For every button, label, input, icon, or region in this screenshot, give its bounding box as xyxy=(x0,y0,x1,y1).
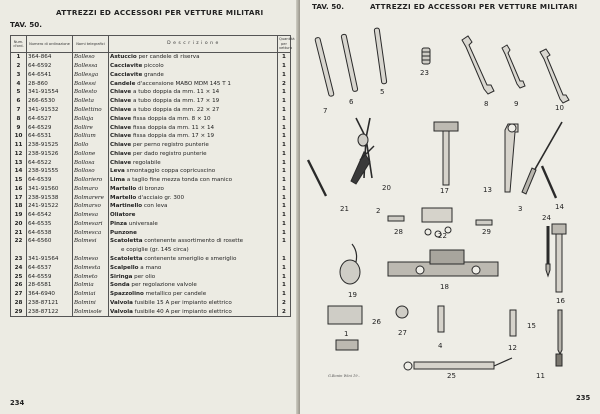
row-quantity: 1 xyxy=(278,88,291,97)
item-detail: per dado registro punterie xyxy=(131,150,207,157)
figure-label: 8 xyxy=(484,100,489,108)
row-quantity: 2 xyxy=(278,307,291,316)
item-name: Scatoletta xyxy=(110,238,143,245)
figure-label: 4 xyxy=(438,342,443,350)
row-order-code: 64-6539 xyxy=(27,176,73,185)
row-number: 9 xyxy=(11,123,27,132)
row-quantity: 1 xyxy=(278,255,291,264)
row-number: 12 xyxy=(11,149,27,158)
row-number: 10 xyxy=(11,132,27,141)
item-name: Valvola xyxy=(110,299,133,306)
row-telegraphic-name xyxy=(73,246,109,255)
figure-label: 1 xyxy=(344,330,349,338)
col-header-desc: D e s c r i z i o n e xyxy=(109,36,278,53)
bronze-hammer-illustration xyxy=(552,224,566,292)
page-header: ATTREZZI ED ACCESSORI PER VETTURE MILITARI xyxy=(370,2,578,11)
row-quantity: 1 xyxy=(278,176,291,185)
row-description xyxy=(109,272,278,281)
item-name: Scatoletta xyxy=(110,255,143,262)
item-detail: fissa doppia da mm. 11 × 14 xyxy=(131,124,215,131)
figure-label: 15 xyxy=(527,322,536,330)
item-name: Chiave xyxy=(110,89,132,96)
row-order-code: 238-87121 xyxy=(27,298,73,307)
row-number: 16 xyxy=(11,184,27,193)
row-telegraphic-name: Bolmiai xyxy=(73,290,109,299)
figure-label: 6 xyxy=(349,98,354,106)
item-detail: regolabile xyxy=(131,159,161,166)
row-telegraphic-name: Bollosa xyxy=(73,158,109,167)
row-description xyxy=(109,193,278,202)
table-row xyxy=(11,79,291,88)
artist-signature: G.Bonin Wini 19.. xyxy=(328,374,360,378)
row-number: 4 xyxy=(11,79,27,88)
item-detail: a taglio fine mezza tonda con manico xyxy=(125,177,233,184)
page-number: 235 xyxy=(576,394,591,402)
row-description xyxy=(109,106,278,115)
row-order-code: 64-6541 xyxy=(27,71,73,80)
row-number: 13 xyxy=(11,158,27,167)
row-order-code: 64-6537 xyxy=(27,263,73,272)
figure-label: 12 xyxy=(508,344,517,352)
table-row xyxy=(11,71,291,80)
row-quantity: 1 xyxy=(278,263,291,272)
figure-label: 11 xyxy=(536,372,545,380)
row-telegraphic-name: Bollone xyxy=(73,149,109,158)
col-header-code: Numero di ordinazione xyxy=(27,36,73,53)
figure-label: 19 xyxy=(348,291,357,299)
jack-illustration xyxy=(388,250,498,276)
row-description xyxy=(109,123,278,132)
figure-label: 13 xyxy=(483,186,492,194)
item-detail: di bronzo xyxy=(136,185,164,192)
item-detail: contenente smeriglio e smeriglio xyxy=(142,255,237,262)
table-row xyxy=(11,237,291,246)
row-telegraphic-name: Bolmarso xyxy=(73,202,109,211)
item-detail: fissa doppia da mm. 8 × 10 xyxy=(131,115,211,122)
socket-wrench-illustration xyxy=(315,28,387,97)
row-quantity: 1 xyxy=(278,149,291,158)
row-quantity: 2 xyxy=(278,298,291,307)
row-order-code: 64-6542 xyxy=(27,211,73,220)
row-number: 23 xyxy=(11,255,27,264)
row-telegraphic-name: Bolmia xyxy=(73,281,109,290)
row-quantity: 1 xyxy=(278,281,291,290)
row-telegraphic-name: Bollessa xyxy=(73,62,109,71)
row-quantity: 1 xyxy=(278,53,291,62)
row-quantity: 1 xyxy=(278,211,291,220)
item-detail: a tubo doppia da mm. 11 × 14 xyxy=(131,89,220,96)
row-order-code: 64-6527 xyxy=(27,114,73,123)
row-telegraphic-name: Bolmesta xyxy=(73,263,109,272)
table-row xyxy=(11,255,291,264)
row-description xyxy=(109,255,278,264)
row-order-code: 341-91564 xyxy=(27,255,73,264)
row-telegraphic-name: Bollesga xyxy=(73,71,109,80)
row-description xyxy=(109,228,278,237)
table-row xyxy=(11,158,291,167)
table-row xyxy=(11,97,291,106)
row-order-code: 64-6529 xyxy=(27,123,73,132)
figure-label: 7 xyxy=(323,107,328,115)
page-header: ATTREZZI ED ACCESSORI PER VETTURE MILITARI xyxy=(56,8,264,17)
row-order-code: 341-91532 xyxy=(27,106,73,115)
punch-illustration xyxy=(308,160,326,196)
table-row xyxy=(11,290,291,299)
row-order-code: 64-6535 xyxy=(27,220,73,229)
item-name: Spazzolino xyxy=(110,291,144,298)
item-name: Oliatore xyxy=(110,212,136,219)
row-number: 21 xyxy=(11,228,27,237)
row-number: 14 xyxy=(11,167,27,176)
row-telegraphic-name: Bolleso xyxy=(73,53,109,62)
item-detail: a tubo doppia da mm. 22 × 27 xyxy=(131,106,220,113)
figure-label: 23 xyxy=(420,69,429,77)
row-description xyxy=(109,237,278,246)
row-number: 24 xyxy=(11,263,27,272)
table-row xyxy=(11,263,291,272)
row-telegraphic-name: Bollessi xyxy=(73,79,109,88)
row-order-code: 241-91522 xyxy=(27,202,73,211)
row-number: 29 xyxy=(11,307,27,316)
row-order-code: 364-864 xyxy=(27,53,73,62)
row-quantity: 1 xyxy=(278,272,291,281)
oil-can-illustration xyxy=(340,244,360,284)
row-telegraphic-name: Bolmesari xyxy=(73,220,109,229)
row-description xyxy=(109,307,278,316)
row-quantity: 1 xyxy=(278,158,291,167)
figure-label: 24 xyxy=(542,214,551,222)
screwdriver-large-illustration xyxy=(522,122,562,194)
row-order-code: 238-91526 xyxy=(27,149,73,158)
row-order-code: 64-6560 xyxy=(27,237,73,246)
row-order-code: 266-6530 xyxy=(27,97,73,106)
row-quantity: 1 xyxy=(278,62,291,71)
row-number: 26 xyxy=(11,281,27,290)
table-row xyxy=(11,149,291,158)
item-name: Chiave xyxy=(110,133,132,140)
row-order-code: 238-87122 xyxy=(27,307,73,316)
item-detail: contenente assortimento di rosette xyxy=(142,238,244,245)
table-row xyxy=(11,88,291,97)
item-name: Martinello xyxy=(110,203,143,210)
figure-label: 3 xyxy=(518,205,523,213)
row-description xyxy=(109,149,278,158)
row-quantity: 1 xyxy=(278,237,291,246)
file-and-key-illustration xyxy=(556,310,562,366)
row-order-code xyxy=(27,246,73,255)
row-description xyxy=(109,158,278,167)
table-header-row xyxy=(11,36,291,53)
item-name: Siringa xyxy=(110,273,133,280)
table-row xyxy=(11,53,291,62)
item-name: Chiave xyxy=(110,150,132,157)
item-detail: per candele di riserva xyxy=(136,54,200,61)
row-telegraphic-name: Bolmeso xyxy=(73,255,109,264)
table-row xyxy=(11,228,291,237)
adjustable-wrench-illustration xyxy=(505,124,518,192)
row-description xyxy=(109,132,278,141)
row-quantity: 1 xyxy=(278,228,291,237)
table-row xyxy=(11,123,291,132)
row-quantity: 1 xyxy=(278,193,291,202)
figure-label: 28 xyxy=(394,228,403,236)
item-name: Chiave xyxy=(110,98,132,105)
lever-illustration xyxy=(542,166,556,198)
chisel-illustration xyxy=(546,226,550,276)
row-number: 11 xyxy=(11,141,27,150)
table-id: TAV. 50. xyxy=(312,2,345,11)
hammer-illustration xyxy=(434,122,458,185)
row-telegraphic-name: Bollium xyxy=(73,132,109,141)
item-name: Astuccio xyxy=(110,54,137,61)
row-order-code: 341-91560 xyxy=(27,184,73,193)
row-quantity: 1 xyxy=(278,132,291,141)
row-order-code: 238-91555 xyxy=(27,167,73,176)
item-detail: fusibile 40 A per impianto elettrico xyxy=(132,308,232,315)
row-number: 15 xyxy=(11,176,27,185)
row-order-code: 64-6559 xyxy=(27,272,73,281)
table-row xyxy=(11,176,291,185)
item-name: Pinza xyxy=(110,220,128,227)
table-row xyxy=(11,220,291,229)
figure-label: 29 xyxy=(482,228,491,236)
row-quantity: 1 xyxy=(278,106,291,115)
item-detail: metallico per candele xyxy=(143,291,207,298)
item-detail: con leva xyxy=(142,203,168,210)
row-description xyxy=(109,97,278,106)
page-number: 234 xyxy=(10,399,25,407)
row-telegraphic-name: Bollire xyxy=(73,123,109,132)
row-quantity: 1 xyxy=(278,290,291,299)
item-detail: d'acciaio gr. 300 xyxy=(136,194,185,201)
row-order-code: 28-860 xyxy=(27,79,73,88)
row-number: 7 xyxy=(11,106,27,115)
item-name: Chiave xyxy=(110,115,132,122)
row-description xyxy=(109,71,278,80)
row-description xyxy=(109,176,278,185)
figure-label: 16 xyxy=(556,297,565,305)
row-description xyxy=(109,298,278,307)
item-detail: a mano xyxy=(138,264,162,271)
row-order-code: 28-6581 xyxy=(27,281,73,290)
figure-label: 21 xyxy=(340,205,349,213)
row-order-code: 238-91525 xyxy=(27,141,73,150)
row-description xyxy=(109,263,278,272)
row-order-code: 364-6940 xyxy=(27,290,73,299)
row-telegraphic-name: Bolloso xyxy=(73,167,109,176)
figure-label: 18 xyxy=(440,283,449,291)
figure-label: 22 xyxy=(438,232,447,240)
row-quantity: 1 xyxy=(278,220,291,229)
row-quantity: 2 xyxy=(278,79,291,88)
item-name: Chiave xyxy=(110,159,132,166)
figure-label: 25 xyxy=(447,372,456,380)
figure-label: 5 xyxy=(380,88,385,96)
item-name: Chiave xyxy=(110,142,132,149)
item-detail: piccolo xyxy=(142,63,164,70)
item-name: Cacciavite xyxy=(110,63,143,70)
col-header-tel: Nomi telegrafici xyxy=(73,36,109,53)
row-description xyxy=(109,211,278,220)
row-telegraphic-name: Bolleta xyxy=(73,97,109,106)
row-order-code: 341-91554 xyxy=(27,88,73,97)
row-number: 3 xyxy=(11,71,27,80)
row-description xyxy=(109,88,278,97)
item-detail: fusibile 15 A per impianto elettrico xyxy=(132,299,232,306)
row-description xyxy=(109,290,278,299)
row-number: 27 xyxy=(11,290,27,299)
table-row xyxy=(11,298,291,307)
table-row xyxy=(11,62,291,71)
col-header-qty: Quantità per vettura xyxy=(278,36,291,53)
item-detail: a tubo doppia da mm. 17 × 19 xyxy=(131,98,220,105)
row-number: 20 xyxy=(11,220,27,229)
row-telegraphic-name: Bolmesca xyxy=(73,228,109,237)
row-order-code: 238-91538 xyxy=(27,193,73,202)
row-number: 1 xyxy=(11,53,27,62)
item-name: Sonda xyxy=(110,282,130,289)
table-row xyxy=(11,202,291,211)
row-telegraphic-name: Bolmarere xyxy=(73,193,109,202)
row-number: 19 xyxy=(11,211,27,220)
table-row xyxy=(11,184,291,193)
small-items-illustration xyxy=(328,306,516,350)
col-header-num: Num. d'ord. xyxy=(11,36,27,53)
right-page xyxy=(300,0,600,414)
figure-label: 10 xyxy=(555,104,564,112)
row-order-code: 64-6538 xyxy=(27,228,73,237)
figure-label: 26 xyxy=(372,318,381,326)
item-detail: grande xyxy=(142,71,164,78)
row-telegraphic-name: Bollo xyxy=(73,141,109,150)
table-row xyxy=(11,114,291,123)
row-telegraphic-name: Bolmeto xyxy=(73,272,109,281)
figure-label: 17 xyxy=(440,187,449,195)
row-description xyxy=(109,220,278,229)
row-order-code: 64-6592 xyxy=(27,62,73,71)
flat-spanner-illustration xyxy=(462,36,569,103)
row-quantity: 1 xyxy=(278,202,291,211)
row-description xyxy=(109,281,278,290)
row-description xyxy=(109,184,278,193)
row-description xyxy=(109,53,278,62)
item-name: Punzone xyxy=(110,229,137,236)
item-name: Chiave xyxy=(110,124,132,131)
item-detail: d'accensione MABO MDM 145 T 1 xyxy=(135,80,231,87)
row-quantity: 1 xyxy=(278,184,291,193)
figure-label: 9 xyxy=(514,100,519,108)
row-quantity: 1 xyxy=(278,114,291,123)
table-id: TAV. 50. xyxy=(10,20,43,29)
row-telegraphic-name: Bollettino xyxy=(73,106,109,115)
item-name: Martello xyxy=(110,185,137,192)
item-name: Cacciavite xyxy=(110,71,143,78)
row-telegraphic-name: Bolmesa xyxy=(73,211,109,220)
table-row xyxy=(11,272,291,281)
item-name: Scalpello xyxy=(110,264,139,271)
row-quantity: 1 xyxy=(278,71,291,80)
table-row xyxy=(11,193,291,202)
row-description xyxy=(109,114,278,123)
syringe-illustration xyxy=(404,358,512,370)
item-detail: per olio xyxy=(132,273,156,280)
table-row xyxy=(11,132,291,141)
item-name: Lima xyxy=(110,177,126,184)
item-detail: universale xyxy=(127,220,158,227)
item-name: Martello xyxy=(110,194,137,201)
item-name: Leva xyxy=(110,168,125,175)
row-number: 8 xyxy=(11,114,27,123)
row-telegraphic-name: Bolmesi xyxy=(73,237,109,246)
figure-label: 20 xyxy=(382,184,391,192)
row-number: 25 xyxy=(11,272,27,281)
table-row xyxy=(11,281,291,290)
row-telegraphic-name: Bolmisole xyxy=(73,307,109,316)
parts-table xyxy=(10,35,295,317)
row-quantity: 1 xyxy=(278,141,291,150)
row-number: 22 xyxy=(11,237,27,246)
item-detail: fissa doppia da mm. 17 × 19 xyxy=(131,133,215,140)
item-name: Chiave xyxy=(110,106,132,113)
row-telegraphic-name: Bolloriero xyxy=(73,176,109,185)
table-row xyxy=(11,141,291,150)
row-telegraphic-name: Bolmini xyxy=(73,298,109,307)
figure-label: 2 xyxy=(376,207,381,215)
item-detail: per regolazione valvole xyxy=(129,282,197,289)
table-row xyxy=(11,246,291,255)
figure-label: 27 xyxy=(398,329,407,337)
row-telegraphic-name: Bollesto xyxy=(73,88,109,97)
item-detail: smontaggio coppa copricuscino xyxy=(124,168,216,175)
table-row xyxy=(11,307,291,316)
row-description xyxy=(109,202,278,211)
row-number: 28 xyxy=(11,298,27,307)
row-number: 6 xyxy=(11,97,27,106)
row-quantity xyxy=(278,246,291,255)
row-quantity: 1 xyxy=(278,123,291,132)
item-name: Valvola xyxy=(110,308,133,315)
row-number: 18 xyxy=(11,202,27,211)
table-row xyxy=(11,106,291,115)
row-telegraphic-name: Bolmaro xyxy=(73,184,109,193)
row-quantity: 1 xyxy=(278,97,291,106)
row-description xyxy=(109,79,278,88)
spark-plug-case-illustration xyxy=(422,48,430,64)
table-row xyxy=(11,167,291,176)
item-name: Candele xyxy=(110,80,136,87)
row-order-code: 64-6531 xyxy=(27,132,73,141)
row-number: 2 xyxy=(11,62,27,71)
row-quantity: 1 xyxy=(278,167,291,176)
row-number: 17 xyxy=(11,193,27,202)
row-number: 5 xyxy=(11,88,27,97)
row-description xyxy=(109,167,278,176)
row-description xyxy=(109,62,278,71)
row-order-code: 64-6522 xyxy=(27,158,73,167)
figure-label: 14 xyxy=(555,203,564,211)
table-row xyxy=(11,211,291,220)
row-description xyxy=(109,141,278,150)
row-telegraphic-name: Bollaja xyxy=(73,114,109,123)
item-detail: e copiglie (gr. 145 circa) xyxy=(121,247,189,254)
row-description xyxy=(109,246,278,255)
row-number xyxy=(11,246,27,255)
item-detail: per perno registro punterie xyxy=(131,142,209,149)
